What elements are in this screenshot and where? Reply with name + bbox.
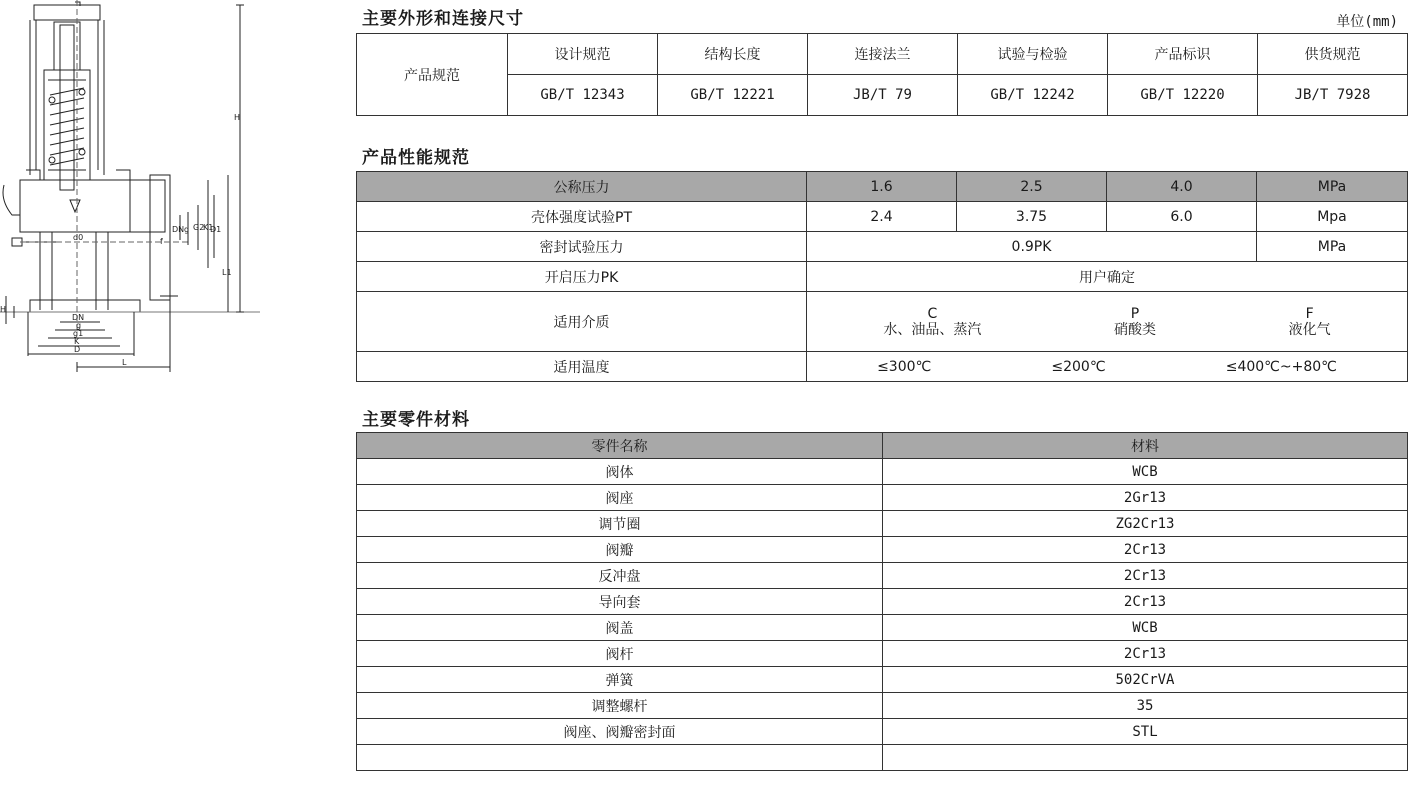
pressure-value: 2.5 bbox=[957, 172, 1107, 202]
header-cell: 产品标识 bbox=[1108, 34, 1258, 75]
dim-DN-label: DN bbox=[72, 313, 85, 322]
temperature-label: 适用温度 bbox=[357, 352, 807, 382]
table-row bbox=[357, 485, 1408, 511]
dimension-spec-table bbox=[356, 33, 1408, 116]
header-cell: 设计规范 bbox=[508, 34, 658, 75]
product-spec-label: 产品规范 bbox=[357, 34, 508, 116]
value-cell: GB/T 12242 bbox=[958, 75, 1108, 116]
media-c-code: C bbox=[927, 305, 938, 322]
part-name: 阀杆 bbox=[357, 641, 883, 667]
table-row bbox=[357, 745, 1408, 771]
pressure-value: 1.6 bbox=[807, 172, 957, 202]
pressure-unit: MPa bbox=[1257, 172, 1408, 202]
media-f-text: 液化气 bbox=[1288, 321, 1331, 338]
dim-g1-label: g1 bbox=[73, 329, 84, 338]
part-name: 阀座、阀瓣密封面 bbox=[357, 719, 883, 745]
temp-f: ≤400℃~+80℃ bbox=[1225, 358, 1337, 375]
media-c-text: 水、油品、蒸汽 bbox=[883, 321, 982, 338]
part-name: 阀瓣 bbox=[357, 537, 883, 563]
dim-left-label: H bbox=[0, 305, 7, 314]
table-row bbox=[357, 693, 1408, 719]
seal-test-unit: MPa bbox=[1257, 232, 1408, 262]
header-cell: 供货规范 bbox=[1258, 34, 1408, 75]
dim-K1-label: K1 bbox=[203, 223, 214, 232]
unit-label: 单位(mm) bbox=[1336, 14, 1398, 30]
dim-g-bottom-label: g bbox=[76, 321, 82, 330]
part-material: WCB bbox=[883, 615, 1408, 641]
section2-title: 产品性能规范 bbox=[362, 148, 470, 168]
part-name: 阀体 bbox=[357, 459, 883, 485]
table-row bbox=[357, 459, 1408, 485]
part-material: 2Cr13 bbox=[883, 641, 1408, 667]
set-pressure-label: 开启压力PK bbox=[357, 262, 807, 292]
section3-title: 主要零件材料 bbox=[362, 410, 470, 430]
value-cell: JB/T 79 bbox=[808, 75, 958, 116]
shell-test-value: 6.0 bbox=[1107, 202, 1257, 232]
media-label: 适用介质 bbox=[357, 292, 807, 352]
part-material: WCB bbox=[883, 459, 1408, 485]
table-row bbox=[357, 615, 1408, 641]
media-p-code: P bbox=[1130, 305, 1140, 322]
shell-test-unit: Mpa bbox=[1257, 202, 1408, 232]
dim-D-label: D bbox=[74, 345, 81, 354]
part-material: ZG2Cr13 bbox=[883, 511, 1408, 537]
part-name: 调整螺杆 bbox=[357, 693, 883, 719]
dim-K-label: K bbox=[74, 337, 80, 346]
media-p-text: 硝酸类 bbox=[1113, 321, 1156, 338]
media-f bbox=[1289, 306, 1331, 338]
dim-d0-label: d0 bbox=[73, 233, 84, 242]
media-p bbox=[1114, 306, 1156, 338]
media-cell bbox=[807, 292, 1408, 352]
header-material: 材料 bbox=[883, 433, 1408, 459]
header-part-name: 零件名称 bbox=[357, 433, 883, 459]
temperature-cell bbox=[807, 352, 1408, 382]
dim-L1-label: L1 bbox=[222, 268, 232, 277]
part-material: 2Cr13 bbox=[883, 589, 1408, 615]
part-material: 2Cr13 bbox=[883, 563, 1408, 589]
table-row bbox=[357, 563, 1408, 589]
performance-spec-table bbox=[356, 171, 1408, 382]
value-cell: GB/T 12343 bbox=[508, 75, 658, 116]
media-c bbox=[883, 306, 981, 338]
part-material: STL bbox=[883, 719, 1408, 745]
header-cell: 试验与检验 bbox=[958, 34, 1108, 75]
pressure-value: 4.0 bbox=[1107, 172, 1257, 202]
seal-test-label: 密封试验压力 bbox=[357, 232, 807, 262]
part-material: 502CrVA bbox=[883, 667, 1408, 693]
part-name: 阀盖 bbox=[357, 615, 883, 641]
table-row bbox=[357, 537, 1408, 563]
header-cell: 连接法兰 bbox=[808, 34, 958, 75]
media-f-code: F bbox=[1305, 305, 1314, 322]
part-name: 导向套 bbox=[357, 589, 883, 615]
shell-test-value: 2.4 bbox=[807, 202, 957, 232]
part-name: 弹簧 bbox=[357, 667, 883, 693]
dim-L-label: L bbox=[122, 358, 127, 367]
table-row bbox=[357, 641, 1408, 667]
temp-c: ≤300℃ bbox=[877, 358, 932, 375]
nominal-pressure-label: 公称压力 bbox=[357, 172, 807, 202]
section1-title: 主要外形和连接尺寸 bbox=[362, 9, 524, 29]
table-row bbox=[357, 589, 1408, 615]
dim-f-label: f bbox=[160, 237, 163, 246]
valve-technical-drawing bbox=[0, 0, 260, 380]
materials-table bbox=[356, 432, 1408, 771]
shell-test-value: 3.75 bbox=[957, 202, 1107, 232]
part-name: 反冲盘 bbox=[357, 563, 883, 589]
part-material: 2Gr13 bbox=[883, 485, 1408, 511]
part-material: 2Cr13 bbox=[883, 537, 1408, 563]
shell-test-label: 壳体强度试验PT bbox=[357, 202, 807, 232]
dim-G2-label: G2 bbox=[193, 223, 205, 232]
part-material: 35 bbox=[883, 693, 1408, 719]
header-cell: 结构长度 bbox=[658, 34, 808, 75]
dim-g-label: g bbox=[184, 225, 190, 234]
part-material bbox=[883, 745, 1408, 771]
dim-H-label: H bbox=[234, 113, 241, 122]
part-name: 阀座 bbox=[357, 485, 883, 511]
value-cell: GB/T 12220 bbox=[1108, 75, 1258, 116]
table-row bbox=[357, 667, 1408, 693]
table-row bbox=[357, 719, 1408, 745]
value-cell: GB/T 12221 bbox=[658, 75, 808, 116]
seal-test-value: 0.9PK bbox=[807, 232, 1257, 262]
dim-D1-label: D1 bbox=[210, 225, 222, 234]
part-name bbox=[357, 745, 883, 771]
dim-DN-right-label: DN bbox=[172, 225, 185, 234]
temp-p: ≤200℃ bbox=[1051, 358, 1106, 375]
table-row bbox=[357, 511, 1408, 537]
value-cell: JB/T 7928 bbox=[1258, 75, 1408, 116]
part-name: 调节圈 bbox=[357, 511, 883, 537]
set-pressure-value: 用户确定 bbox=[807, 262, 1408, 292]
